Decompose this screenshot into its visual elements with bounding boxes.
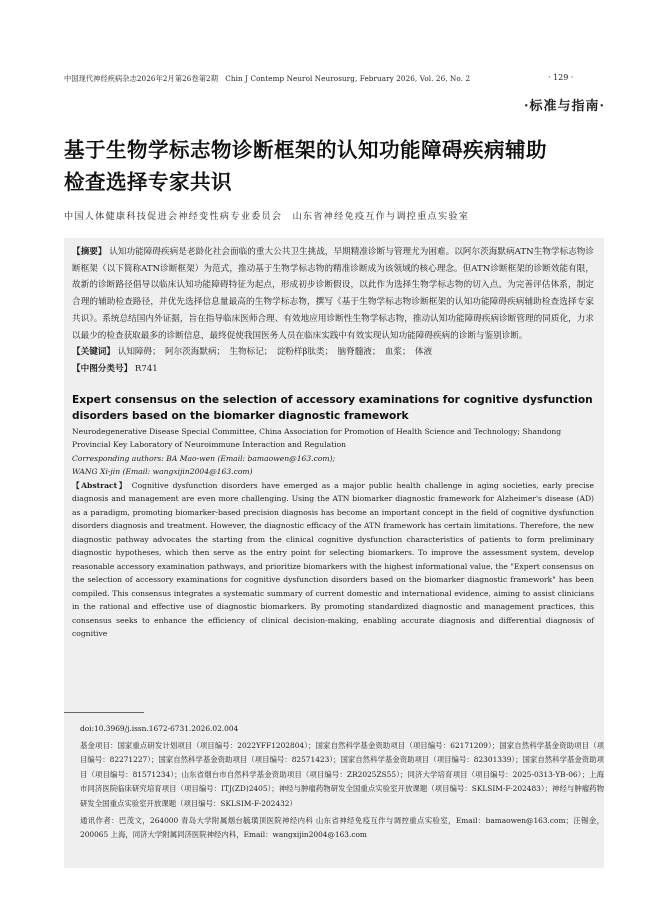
title-en: Expert consensus on the selection of accessory examinations for cognitive dysfunction disorders based on the biomarker diagnostic framework	[72, 393, 593, 422]
abstract-zh-label: 【摘要】	[72, 247, 107, 257]
running-header: 中国现代神经疾病杂志2026年2月第26卷第2期 Chin J Contemp Neurol Neurosurg, February 2026, Vol. 26, No. 2	[64, 74, 471, 83]
classification-label: 【中图分类号】	[72, 363, 133, 374]
authors-zh: 中国人体健康科技促进会神经变性病专业委员会 山东省神经免疫互作与调控重点实验室	[64, 211, 470, 222]
classification	[72, 361, 594, 378]
abstract-zh-text: 认知功能障碍疾病是老龄化社会面临的重大公共卫生挑战，早期精准诊断与管理尤为困难。以阿尔茨海默病ATN生物学标志物诊断框架（以下简称ATN诊断框架）为范式，推动基于生物学标志物的精准诊断成为该领域的核心理念。但ATN诊断框架的诊断效能有限，故新的诊断路径倡导以临床认知功能障碍特征为起点，形成初步诊断假设，以此作为选择生物学标志物的切入点。为完善评估体系，制定合理的辅助检查路径，并优先选择信息量最高的生物学标志物，撰写《基于生物学标志物诊断框架的认知功能障碍疾病辅助检查选择专家共识》。系统总结国内外证据，旨在指导临床医师合理、有效地应用诊断性生物学标志物，推动认知功能障碍疾病诊断管理的同质化，力求以最少的检查获取最多的诊断信息，最终促使我国医务人员在临床实践中有效实现认知功能障碍疾病的诊断与鉴别诊断。	[72, 247, 594, 341]
footnote-rule	[64, 712, 144, 713]
page-number: · 129 ·	[548, 73, 574, 82]
keywords-zh	[72, 344, 594, 361]
corresponding-author-1: Corresponding authors: BA Mao-wen (Email: bamaowen@163.com);	[72, 453, 336, 463]
classification-text: R741	[134, 363, 158, 374]
abstract-content	[72, 244, 594, 641]
footnote-funding: 基金项目：国家重点研发计划项目（项目编号：2022YFF1202804）；国家自然科学基金资助项目（项目编号：62171209）；国家自然科学基金资助项目（项目编号：82271227）；国家自然科学基金资助项目（项目编号：82571423）；国家自然科学基金资助项目（项目编号：82301339）；国家自然科学基金资助项目（项目编号：81571234）；山东省烟台市自然科学基金资助项目（项目编号：ZR2025ZS55）；同济大学培育项目（项目编号：2025-0313-YB-06）；上海市同济医院临床研究培育项目（项目编号：ITJ(ZD)2405）；神经与肿瘤药物研发全国重点实验室开放课题（项目编号：SKLSIM-F-202483）；神经与肿瘤药物研发全国重点实验室开放课题（项目编号：SKLSIM-F-202432）	[80, 740, 604, 808]
abstract-zh	[72, 244, 594, 344]
footnote-correspondence: 通讯作者：巴茂文，264000 青岛大学附属烟台毓璜顶医院神经内科 山东省神经免疫互作与调控重点实验室，Email：bamaowen@163.com；汪锡金，200065 上海，同济大学附属同济医院神经内科，Email：wangxijin2004@163.com	[80, 815, 604, 840]
corresponding-author-2: WANG Xi-jin (Email: wangxijin2004@163.com)	[72, 467, 253, 477]
keywords-zh-label: 【关键词】	[72, 347, 115, 358]
title-zh: 基于生物学标志物诊断框架的认知功能障碍疾病辅助检查选择专家共识	[64, 138, 547, 194]
abstract-en-text: Cognitive dysfunction disorders have emerged as a major public health challenge in aging societies, early precise diagnosis and management are even more challenging. Using the ATN biomarker diagnostic framework for Alzheimer's disease (AD) as a paradigm, promoting biomarker-based precision diagnosis has become an important concept in the field of cognitive dysfunction disorders diagnosis and treatment. However, the diagnostic efficacy of the ATN framework has certain limitations. Therefore, the new diagnostic pathway advocates the starting from the clinical cognitive dysfunction characteristics of patients to form preliminary diagnostic hypotheses, which then serve as the entry point for selecting biomarkers. To improve the assessment system, develop reasonable accessory examination pathways, and prioritize biomarkers with the highest informational value, the "Expert consensus on the selection of accessory examinations for cognitive dysfunction disorders based on the biomarker diagnostic framework" has been compiled. This consensus integrates a systematic summary of current domestic and international evidence, aiming to assist clinicians in the rational and effective use of diagnostic biomarkers. By promoting standardized diagnostic and management practices, this consensus seeks to enhance the efficiency of clinical decision-making, enabling accurate diagnosis and differential diagnosis of cognitive	[72, 480, 594, 639]
abstract-en	[72, 479, 594, 641]
footnotes	[64, 712, 604, 843]
section-tag: ·标准与指南·	[523, 99, 605, 114]
affiliation-en: Neurodegenerative Disease Special Committee, China Association for Promotion of Health Science and Technology; Shandong Provincial Key Laboratory of Neuroimmune Interaction and Regulation	[72, 426, 562, 450]
abstract-en-label: 【Abstract】	[72, 480, 128, 490]
keywords-zh-text: 认知障碍； 阿尔茨海默病； 生物标记； 淀粉样β肽类； 脑脊髓液； 血浆； 体液	[117, 347, 433, 358]
footnote-doi: doi:10.3969/j.issn.1672-6731.2026.02.004	[80, 724, 239, 733]
